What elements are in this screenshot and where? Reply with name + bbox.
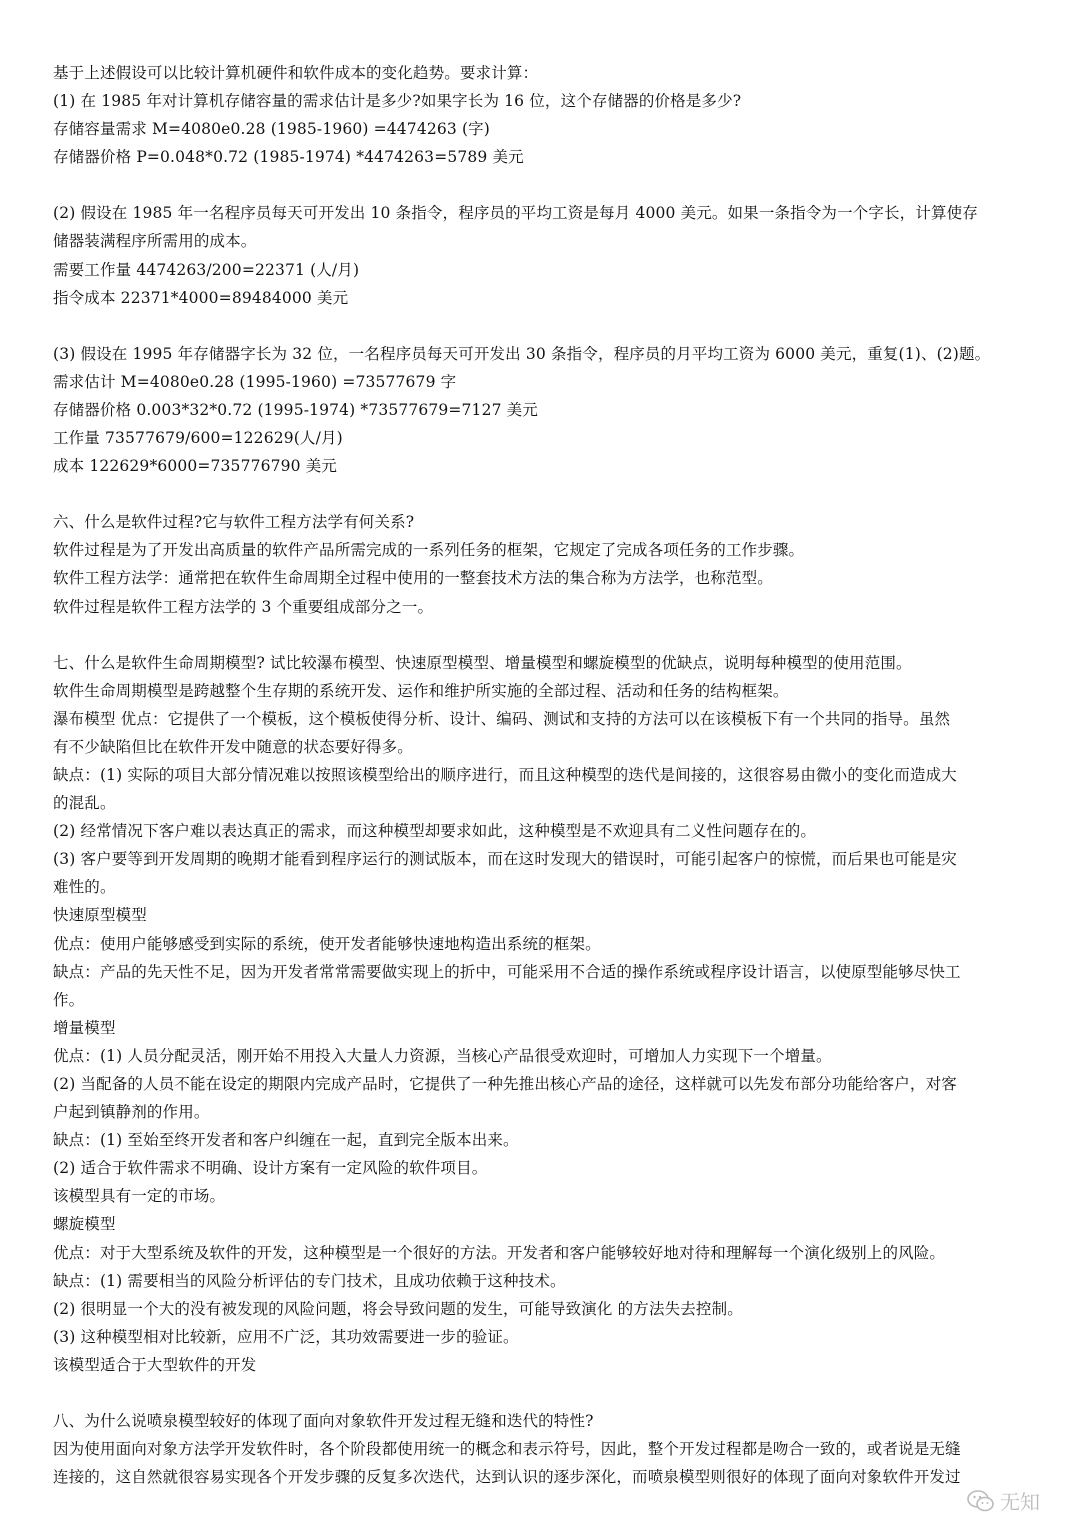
text-line: 基于上述假设可以比较计算机硬件和软件成本的变化趋势。要求计算： xyxy=(53,64,539,82)
text-line: 存储容量需求 M=4080e0.28 (1985-1960) =4474263 (字) xyxy=(53,120,490,139)
text-line: 该模型适合于大型软件的开发 xyxy=(53,1355,257,1374)
text-line: 作。 xyxy=(53,990,85,1009)
text-line: 缺点：产品的先天性不足，因为开发者常常需要做实现上的折中，可能采用不合适的操作系统或程序设计语言，以使原型能够尽快工 xyxy=(53,962,961,981)
text-line: 软件过程是为了开发出高质量的软件产品所需完成的一系列任务的框架，它规定了完成各项任务的工作步骤。 xyxy=(53,541,805,560)
section-heading: 八、为什么说喷泉模型较好的体现了面向对象软件开发过程无缝和迭代的特性? xyxy=(53,1412,594,1431)
paragraph-hardware-software-cost xyxy=(53,59,1010,171)
section-eight-fountain-model xyxy=(53,1407,1010,1491)
text-line: 需要工作量 4474263/200=22371 (人/月) xyxy=(53,260,360,279)
subsection-heading: 快速原型模型 xyxy=(53,906,147,925)
text-line: (2) 当配备的人员不能在设定的期限内完成产品时，它提供了一种先推出核心产品的途径，这样就可以先发布部分功能给客户，对客 xyxy=(53,1075,957,1093)
text-line: 优点：使用户能够感受到实际的系统，使开发者能够快速地构造出系统的框架。 xyxy=(53,934,601,953)
text-line: (2) 经常情况下客户难以表达真正的需求，而这种模型却要求如此，这种模型是不欢迎具有二义性问题存在的。 xyxy=(53,822,817,841)
text-line: 优点：对于大型系统及软件的开发，这种模型是一个很好的方法。开发者和客户能够较好地对待和理解每一个演化级别上的风险。 xyxy=(53,1243,946,1262)
text-line: 缺点：(1) 实际的项目大部分情况难以按照该模型给出的顺序进行，而且这种模型的迭代是间接的，这很容易由微小的变化而造成大 xyxy=(53,765,957,784)
text-line: 难性的。 xyxy=(53,878,116,897)
paragraph-gap xyxy=(53,1379,1010,1407)
text-line: (3) 客户要等到开发周期的晚期才能看到程序运行的测试版本，而在这时发现大的错误时，可能引起客户的惊慌，而后果也可能是灾 xyxy=(53,850,957,869)
text-line: 存储器价格 P=0.048*0.72 (1985-1974) *4474263=5789 美元 xyxy=(53,148,524,167)
subsection-heading: 螺旋模型 xyxy=(53,1215,116,1234)
paragraph-gap xyxy=(53,480,1010,508)
text-line: (2) 很明显一个大的没有被发现的风险问题，将会导致问题的发生，可能导致演化 的方法失去控制。 xyxy=(53,1299,743,1318)
text-line: 指令成本 22371*4000=89484000 美元 xyxy=(53,288,349,307)
paragraph-gap xyxy=(53,621,1010,649)
paragraph-question-2 xyxy=(53,199,1010,311)
subsection-heading: 增量模型 xyxy=(53,1018,116,1037)
text-line: 该模型具有一定的市场。 xyxy=(53,1187,226,1206)
text-line: (1) 在 1985 年对计算机存储容量的需求估计是多少?如果字长为 16 位，这个存储器的价格是多少? xyxy=(53,92,742,111)
wechat-icon xyxy=(966,1488,996,1514)
text-line: 需求估计 M=4080e0.28 (1995-1960) =73577679 字 xyxy=(53,372,457,391)
text-line: 有不少缺陷但比在软件开发中随意的状态要好得多。 xyxy=(53,737,413,756)
text-line: 的混乱。 xyxy=(53,794,116,813)
paragraph-gap xyxy=(53,312,1010,340)
text-line: 工作量 73577679/600=122629(人/月) xyxy=(53,429,343,448)
paragraph-gap xyxy=(53,171,1010,199)
section-six-software-process xyxy=(53,508,1010,620)
text-line: 成本 122629*6000=735776790 美元 xyxy=(53,457,338,476)
text-line: (2) 适合于软件需求不明确、设计方案有一定风险的软件项目。 xyxy=(53,1159,488,1178)
watermark-text: 无知 xyxy=(1000,1490,1040,1514)
section-heading: 七、什么是软件生命周期模型? 试比较瀑布模型、快速原型模型、增量模型和螺旋模型的优缺点，说明每种模型的使用范围。 xyxy=(53,653,912,672)
text-line: (2) 假设在 1985 年一名程序员每天可开发出 10 条指令，程序员的平均工资是每月 4000 美元。如果一条指令为一个字长，计算使存 xyxy=(53,204,978,223)
text-line: 存储器价格 0.003*32*0.72 (1995-1974) *73577679=7127 美元 xyxy=(53,400,538,419)
text-line: 缺点：(1) 需要相当的风险分析评估的专门技术，且成功依赖于这种技术。 xyxy=(53,1271,566,1290)
text-line: 户起到镇静剂的作用。 xyxy=(53,1103,210,1122)
watermark xyxy=(966,1486,1040,1515)
text-line: (3) 这种模型相对比较新，应用不广泛，其功效需要进一步的验证。 xyxy=(53,1327,519,1346)
paragraph-question-3 xyxy=(53,340,1010,480)
text-line: 软件生命周期模型是跨越整个生存期的系统开发、运作和维护所实施的全部过程、活动和任务的结构框架。 xyxy=(53,681,789,700)
section-heading: 六、什么是软件过程?它与软件工程方法学有何关系? xyxy=(53,513,415,532)
text-line: (3) 假设在 1995 年存储器字长为 32 位，一名程序员每天可开发出 30 条指令，程序员的月平均工资为 6000 美元，重复(1)、(2)题。 xyxy=(53,344,991,363)
text-line: 缺点：(1) 至始至终开发者和客户纠缠在一起，直到完全版本出来。 xyxy=(53,1131,519,1150)
text-line: 连接的，这自然就很容易实现各个开发步骤的反复多次迭代，达到认识的逐步深化，而喷泉模型则很好的体现了面向对象软件开发过 xyxy=(53,1468,961,1487)
text-line: 软件工程方法学：通常把在软件生命周期全过程中使用的一整套技术方法的集合称为方法学，也称范型。 xyxy=(53,569,773,588)
text-line: 软件过程是软件工程方法学的 3 个重要组成部分之一。 xyxy=(53,597,434,616)
text-line: 储器装满程序所需用的成本。 xyxy=(53,232,257,251)
text-line: 优点：(1) 人员分配灵活，刚开始不用投入大量人力资源，当核心产品很受欢迎时，可增加人力实现下一个增量。 xyxy=(53,1046,832,1065)
text-line: 因为使用面向对象方法学开发软件时，各个阶段都使用统一的概念和表示符号，因此，整个开发过程都是吻合一致的，或者说是无缝 xyxy=(53,1440,961,1459)
text-line: 瀑布模型 优点：它提供了一个模板，这个模板使得分析、设计、编码、测试和支持的方法可以在该模板下有一个共同的指导。虽然 xyxy=(53,709,951,728)
section-seven-lifecycle-models xyxy=(53,649,1010,1379)
